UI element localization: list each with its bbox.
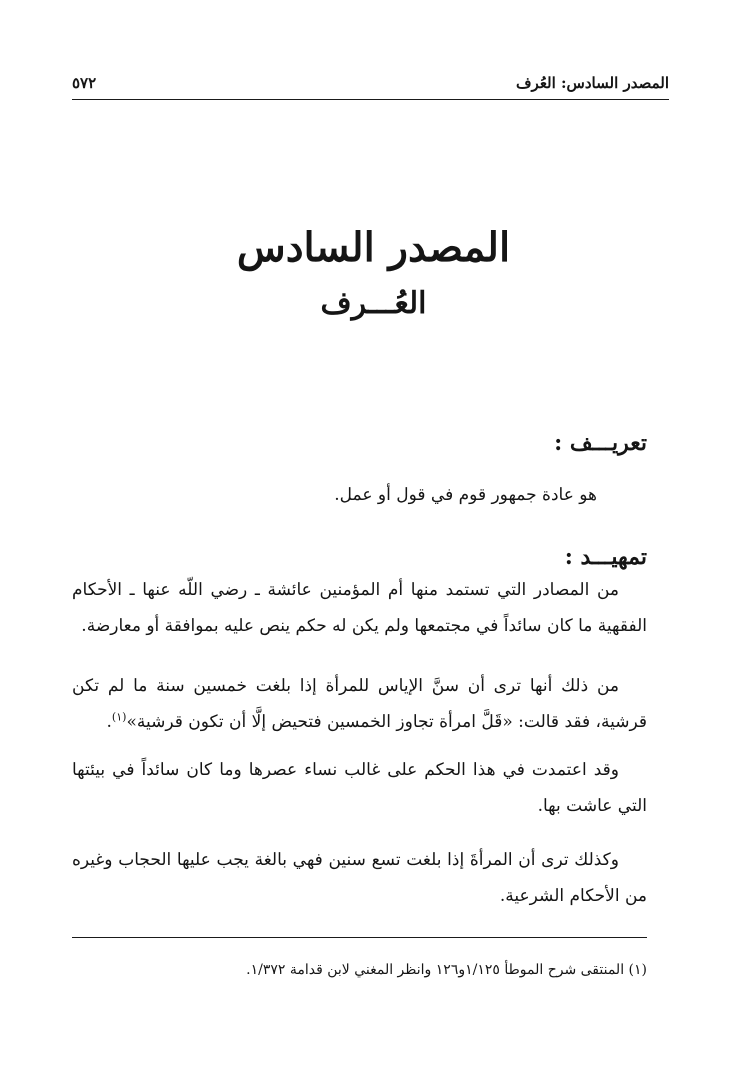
chapter-subtitle: العُـــرف [320, 286, 427, 321]
running-header [72, 74, 669, 96]
running-header-title: المصدر السادس: العُرف [516, 74, 669, 92]
footnote-reference[interactable]: (١) [111, 710, 127, 724]
introduction-heading: تمهيـــد : [564, 544, 647, 570]
footnote-1: (١) المنتقى شرح الموطأ ١/١٢٥و١٢٦ وانظر المغني لابن قدامة ١/٣٧٢. [246, 962, 647, 978]
paragraph-4 [72, 842, 647, 914]
paragraph-4-text: وكذلك ترى أن المرأةَ إذا بلغت تسع سنين فهي بالغة يجب عليها الحجاب وغيره من الأحكام الشرعية. [72, 850, 647, 906]
page-number: ٥٧٢ [72, 74, 97, 92]
paragraph-3-text: وقد اعتمدت في هذا الحكم على غالب نساء عصرها وما كان سائداً في بيئتها التي عاشت بها. [72, 760, 647, 816]
paragraph-1-text: من المصادر التي تستمد منها أم المؤمنين عائشة ـ رضي اللّه عنها ـ الأحكام الفقهية ما كان سائداً في مجتمعها ولم يكن له حكم ينص عليه بموافقة أو معارضة. [72, 580, 647, 636]
definition-heading: تعريـــف : [554, 430, 647, 456]
definition-text: هو عادة جمهور قوم في قول أو عمل. [334, 485, 597, 505]
paragraph-2-text: من ذلك أنها ترى أن سنَّ الإياس للمرأة إذا بلغت خمسين سنة ما لم تكن قرشية، فقد قالت: «قَلَّ امرأة تجاوز الخمسين فتحيض إلَّا أن تكون قرشية» [72, 676, 647, 732]
footnote-rule [72, 937, 647, 938]
chapter-title: المصدر السادس [236, 224, 511, 271]
header-rule [72, 99, 669, 100]
paragraph-2 [72, 668, 647, 740]
paragraph-2-ending: . [106, 712, 112, 732]
paragraph-3 [72, 752, 647, 824]
paragraph-1 [72, 572, 647, 644]
